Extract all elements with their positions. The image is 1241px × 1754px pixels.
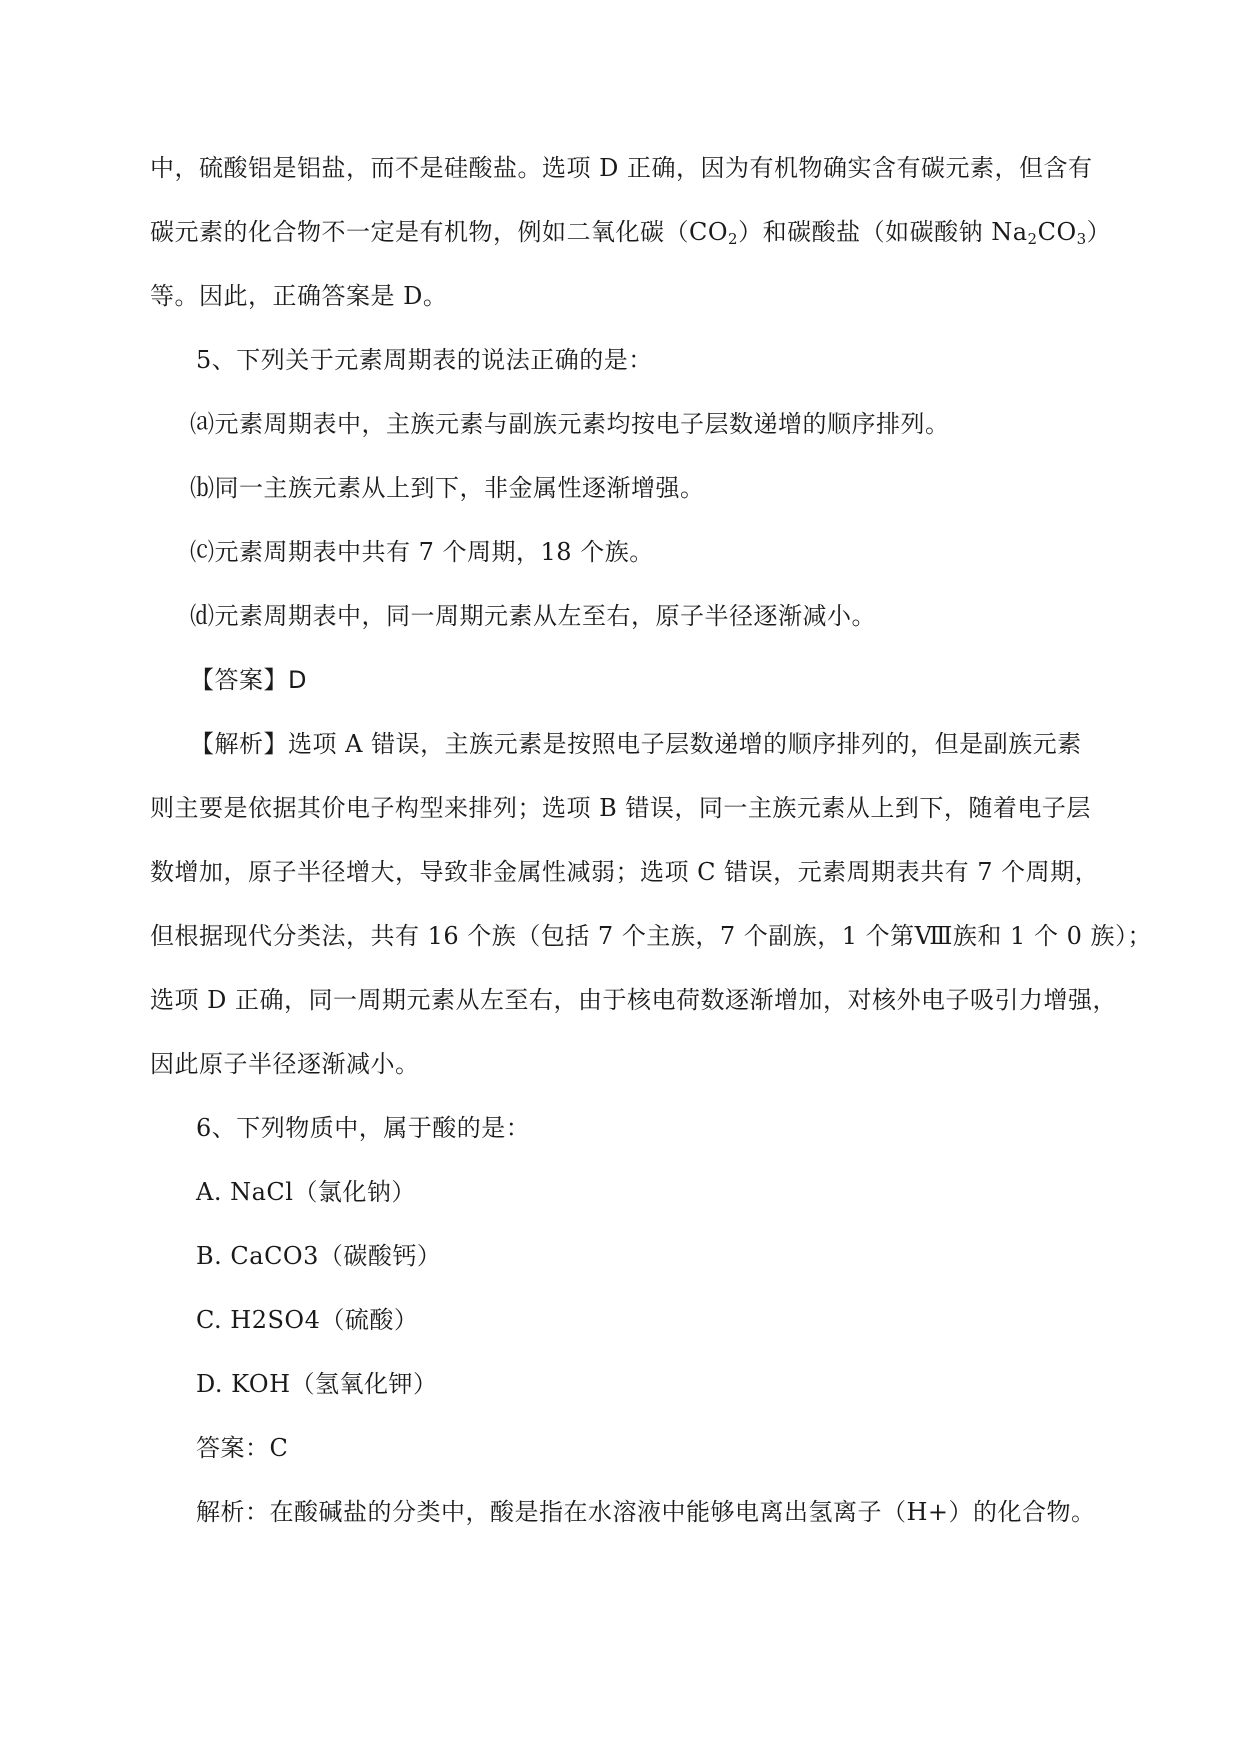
q6-analysis: 解析：在酸碱盐的分类中，酸是指在水溶液中能够电离出氢离子（H+）的化合物。 (196, 1498, 1096, 1526)
paragraph-line: 等。因此，正确答案是 D。 (150, 282, 448, 310)
text-run: CO (1037, 218, 1077, 246)
paragraph-line: 中，硫酸铝是铝盐，而不是硅酸盐。选项 D 正确，因为有机物确实含有碳元素，但含有 (150, 154, 1093, 182)
q5-option-c: ⒞元素周期表中共有 7 个周期，18 个族。 (190, 538, 654, 566)
q5-analysis-line: 则主要是依据其价电子构型来排列；选项 B 错误，同一主族元素从上到下，随着电子层 (150, 794, 1091, 822)
q6-option-c: C. H2SO4（硫酸） (196, 1306, 419, 1334)
text-run: 碳元素的化合物不一定是有机物，例如二氧化碳（CO (150, 218, 729, 246)
answer-value: D (288, 666, 307, 694)
q6-option-a: A. NaCl（氯化钠） (196, 1178, 416, 1206)
question-6-stem: 6、下列物质中，属于酸的是： (196, 1114, 531, 1142)
q5-option-a: ⒜元素周期表中，主族元素与副族元素均按电子层数递增的顺序排列。 (190, 410, 950, 438)
q6-option-b: B. CaCO3（碳酸钙） (196, 1242, 442, 1270)
q6-answer: 答案：C (196, 1434, 289, 1462)
q5-analysis-line: 【解析】选项 A 错误，主族元素是按照电子层数递增的顺序排列的，但是副族元素 (190, 730, 1082, 758)
answer-label: 【答案】 (190, 666, 288, 694)
q5-option-d: ⒟元素周期表中，同一周期元素从左至右，原子半径逐渐减小。 (190, 602, 876, 630)
q5-answer (190, 665, 307, 695)
subscript: 2 (728, 230, 739, 248)
text-run: ）和碳酸盐（如碳酸钠 Na (738, 218, 1028, 246)
q5-analysis-line: 选项 D 正确，同一周期元素从左至右，由于核电荷数逐渐增加，对核外电子吸引力增强， (150, 986, 1117, 1014)
q5-analysis-line: 因此原子半径逐渐减小。 (150, 1050, 420, 1078)
paragraph-line (150, 217, 1111, 247)
q5-analysis-line: 但根据现代分类法，共有 16 个族（包括 7 个主族，7 个副族，1 个第Ⅷ族和 1 个 0 族）； (150, 922, 1152, 950)
subscript: 2 (1027, 230, 1038, 248)
q5-option-b: ⒝同一主族元素从上到下，非金属性逐渐增强。 (190, 474, 705, 502)
q6-option-d: D. KOH（氢氧化钾） (196, 1370, 438, 1398)
q5-analysis-line: 数增加，原子半径增大，导致非金属性减弱；选项 C 错误，元素周期表共有 7 个周期， (150, 858, 1100, 886)
text-run: ） (1086, 218, 1112, 246)
subscript: 3 (1076, 230, 1087, 248)
question-5-stem: 5、下列关于元素周期表的说法正确的是： (196, 346, 653, 374)
